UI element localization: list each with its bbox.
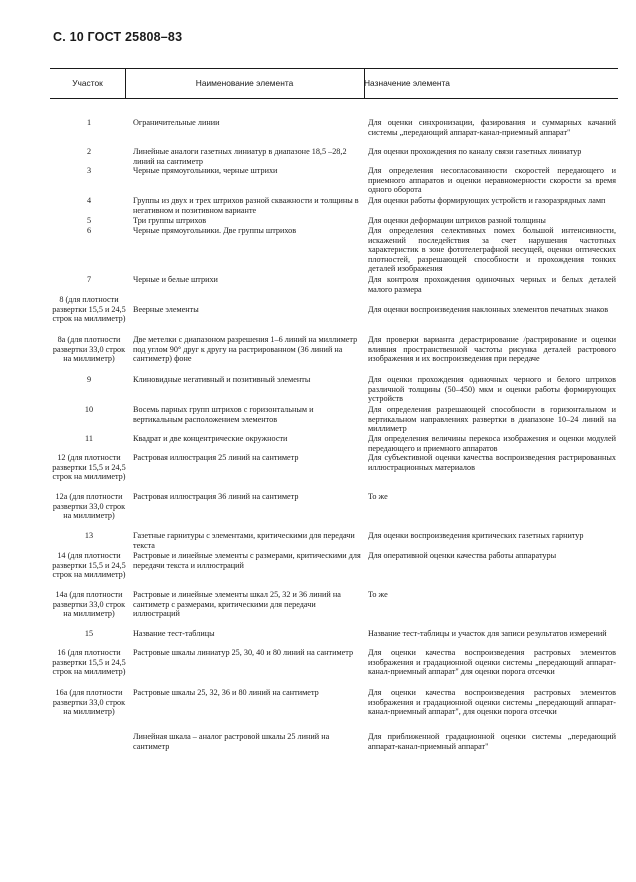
row-15-section: 15 — [84, 629, 94, 638]
row-4-name: Группы из двух и трех штрихов разной скважности и толщины в негативном и позитивном варианте — [133, 196, 359, 215]
row-1-purpose: Для оценки синхронизации, фазирования и суммарных качаний системы „передающий аппарат-канал-приемный аппарат" — [368, 118, 616, 137]
row-9-purpose: Для оценки прохождения одиночных черного и белого штрихов различной толщины (50–450) мкм и оценки работы формирующих устройств — [368, 375, 616, 404]
row-9-name: Клиновидные негативный и позитивный элементы — [133, 375, 311, 384]
row-6-section: 6 — [86, 226, 92, 235]
row-16-purpose: Для оценки качества воспроизведения растровых элементов изображения и градационной оценки системы „передающий аппарат-канал-приемный аппарат" для оценки порога отсечки — [368, 648, 616, 677]
row-3-section: 3 — [86, 166, 92, 175]
row-13-purpose: Для оценки воспроизведения критических газетных гарнитур — [368, 531, 584, 540]
column-header-name: Наименование элемента — [195, 78, 294, 88]
table-header-rule — [50, 98, 618, 99]
row-15-name: Название тест-таблицы — [133, 629, 215, 638]
row-7-section: 7 — [86, 275, 92, 284]
row-15-purpose: Название тест-таблицы и участок для записи результатов измерений — [368, 629, 607, 638]
row-14a-name: Растровые и линейные элементы шкал 25, 32 и 36 линий на сантиметр с размерами, критическими для передачи иллюстраций — [133, 590, 341, 619]
row-7-purpose: Для контроля прохождения одиночных черных и белых деталей малого размера — [368, 275, 616, 294]
row-5-name: Три группы штрихов — [133, 216, 207, 225]
row-14a-section: 14а (для плотности развертки 33,0 строк на миллиметр) — [52, 590, 126, 619]
row-16a-name: Растровые шкалы 25, 32, 36 и 80 линий на сантиметр — [133, 688, 319, 697]
row-1-section: 1 — [86, 118, 92, 127]
row-12-purpose: Для субъективной оценки качества воспроизведения растрированных иллюстрационных материалов — [368, 453, 616, 472]
row-10-name: Восемь парных групп штрихов с горизонтальным и вертикальным расположением элементов — [133, 405, 314, 424]
row-12-section: 12 (для плотности развертки 15,5 и 24,5 строк на миллиметр) — [52, 453, 126, 482]
column-header-section: Участок — [72, 78, 103, 88]
row-6-purpose: Для определения селективных помех большой интенсивности, искажений последействия за счет нарушения частотных характеристик в зоне фототелеграфной несущей, оценки оптических плотностей, разрешающей способности и прохождения тонких деталей изображения — [368, 226, 616, 274]
row-16-section: 16 (для плотности развертки 15,5 и 24,5 строк на миллиметр) — [52, 648, 126, 677]
row-5-purpose: Для оценки деформации штрихов разной толщины — [368, 216, 546, 225]
row-2-purpose: Для оценки прохождения по каналу связи газетных линиатур — [368, 147, 582, 156]
row-17-name: Линейная шкала – аналог растровой шкалы 25 линий на сантиметр — [133, 732, 330, 751]
row-8a-section: 8а (для плотности развертки 33,0 строк на миллиметр) — [52, 335, 126, 364]
column-header-purpose: Назначение элемента — [364, 78, 450, 88]
table-top-rule — [50, 68, 618, 69]
row-8-name: Веерные элементы — [133, 305, 199, 314]
row-8a-name: Две метелки с диапазоном разрешения 1–6 линий на миллиметр под углом 90° друг к другу на растрированном (36 линий на сантиметр) фоне — [133, 335, 358, 364]
row-16a-section: 16а (для плотности развертки 33,0 строк на миллиметр) — [52, 688, 126, 717]
row-3-purpose: Для определения несогласованности скоростей передающего и приемного аппаратов и оценки неравномерности скорости за время одного оборота — [368, 166, 616, 195]
row-4-section: 4 — [86, 196, 92, 205]
row-3-name: Черные прямоугольники, черные штрихи — [133, 166, 278, 175]
row-4-purpose: Для оценки работы формирующих устройств и газоразрядных ламп — [368, 196, 606, 205]
row-14-purpose: Для оперативной оценки качества работы аппаратуры — [368, 551, 557, 560]
row-11-name: Квадрат и две концентрические окружности — [133, 434, 288, 443]
row-16a-purpose: Для оценки качества воспроизведения растровых элементов изображения и градационной оценки системы „передающий аппарат-канал-приемный аппарат", для оценки порога отсечки — [368, 688, 616, 717]
row-14-section: 14 (для плотности развертки 15,5 и 24,5 строк на миллиметр) — [52, 551, 126, 580]
row-6-name: Черные прямоугольники. Две группы штрихов — [133, 226, 297, 235]
row-13-name: Газетные гарнитуры с элементами, критическими для передачи текста — [133, 531, 355, 550]
row-11-purpose: Для определения величины перекоса изображения и оценки модулей передающего и приемного аппаратов — [368, 434, 616, 453]
row-13-section: 13 — [84, 531, 94, 540]
row-2-section: 2 — [86, 147, 92, 156]
row-10-section: 10 — [84, 405, 94, 414]
row-8-purpose: Для оценки воспроизведения наклонных элементов печатных знаков — [368, 305, 609, 314]
row-14-name: Растровые и линейные элементы с размерами, критическими для передачи текста и иллюстраций — [133, 551, 361, 570]
row-17-purpose: Для приближенной градационной оценки системы „передающий аппарат-канал-приемный аппарат" — [368, 732, 616, 751]
row-8a-purpose: Для проверки варианта дерастрирование /растрирование и оценки влияния пространственной частоты рисунка деталей растрового изображения и их воспроизведения при передаче — [368, 335, 616, 364]
row-9-section: 9 — [86, 375, 92, 384]
row-12a-name: Растровая иллюстрация 36 линий на сантиметр — [133, 492, 299, 501]
page-header: С. 10 ГОСТ 25808–83 — [53, 30, 183, 44]
row-7-name: Черные и белые штрихи — [133, 275, 218, 284]
row-16-name: Растровые шкалы линиатур 25, 30, 40 и 80 линий на сантиметр — [133, 648, 354, 657]
row-12-name: Растровая иллюстрация 25 линий на сантиметр — [133, 453, 299, 462]
row-10-purpose: Для определения разрешающей способности в горизонтальном и вертикальном направлениях развертки в диапазоне 10–24 линий на миллиметр — [368, 405, 616, 434]
row-12a-purpose: То же — [368, 492, 388, 501]
row-5-section: 5 — [86, 216, 92, 225]
row-8-section: 8 (для плотности развертки 15,5 и 24,5 строк на миллиметр) — [52, 295, 126, 324]
row-12a-section: 12а (для плотности развертки 33,0 строк на миллиметр) — [52, 492, 126, 521]
row-1-name: Ограничительные линии — [133, 118, 220, 127]
row-14a-purpose: То же — [368, 590, 388, 599]
row-11-section: 11 — [85, 434, 93, 443]
row-2-name: Линейные аналоги газетных линиатур в диапазоне 18,5 –28,2 линий на сантиметр — [133, 147, 347, 166]
